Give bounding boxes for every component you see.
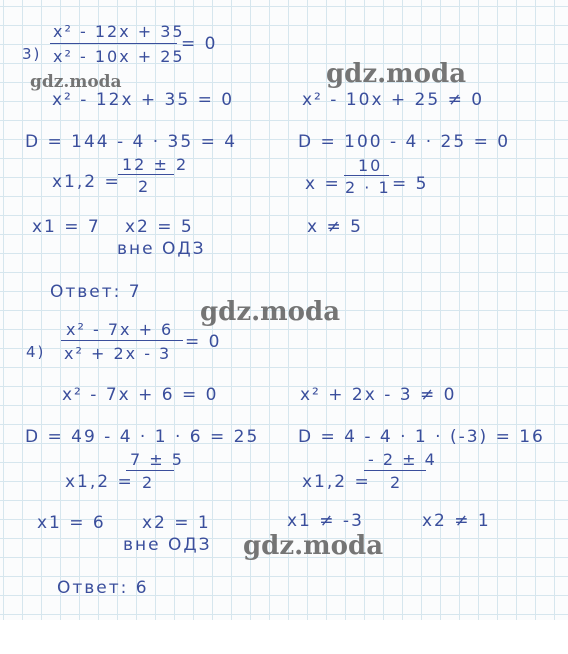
problem-4-fraction-numerator: x² - 7x + 6 (66, 320, 174, 339)
problem-3-roots-denominator: 2 (138, 177, 151, 196)
problem-4-numerator-equation: x² - 7x + 6 = 0 (62, 385, 219, 405)
problem-3-fraction-numerator: x² - 12x + 35 (53, 22, 185, 41)
problem-3-roots-lhs: x1,2 = (52, 172, 121, 192)
problem-3-roots-numerator: 12 ± 2 (122, 155, 189, 174)
problem-4-root-1: x1 = 6 (37, 513, 106, 533)
problem-4-x2-not-equal: x2 ≠ 1 (422, 511, 491, 531)
problem-3-discriminant-right: D = 100 - 4 · 25 = 0 (298, 132, 511, 152)
problem-4-outside-odz: вне ОДЗ (123, 535, 212, 555)
problem-3-x-numerator: 10 (358, 156, 383, 175)
problem-3-discriminant-left: D = 144 - 4 · 35 = 4 (25, 132, 238, 152)
problem-4-roots-bar-right (364, 470, 426, 471)
watermark-logo: gdz.moda (326, 59, 467, 89)
problem-3-x-lhs: x = (305, 174, 341, 194)
problem-3-fraction-denominator: x² - 10x + 25 (53, 47, 185, 66)
problem-3-x-bar (344, 175, 389, 176)
problem-4-roots-numerator-left: 7 ± 5 (130, 450, 184, 469)
problem-4-answer: Ответ: 6 (57, 578, 149, 598)
problem-4-roots-lhs-right: x1,2 = (302, 472, 371, 492)
problem-3-x-denominator: 2 · 1 (345, 178, 391, 197)
problem-4-x1-not-equal: x1 ≠ -3 (287, 511, 364, 531)
problem-4-roots-denominator-left: 2 (142, 473, 155, 492)
problem-3-x-rhs: = 5 (392, 174, 429, 194)
watermark-logo: gdz.moda (200, 297, 341, 327)
problem-4-discriminant-right: D = 4 - 4 · 1 · (-3) = 16 (298, 427, 545, 447)
problem-3-label: 3) (22, 45, 42, 63)
watermark-logo: gdz.moda (243, 531, 384, 561)
problem-3-root-1: x1 = 7 (32, 217, 101, 237)
problem-4-label: 4) (26, 343, 46, 361)
problem-4-roots-numerator-right: - 2 ± 4 (368, 450, 437, 469)
problem-3-roots-bar (118, 174, 174, 175)
problem-3-numerator-equation: x² - 12x + 35 = 0 (52, 90, 235, 110)
problem-4-fraction-bar (61, 340, 183, 341)
problem-3-root-2: x2 = 5 (125, 217, 194, 237)
problem-3-x-not-equal: x ≠ 5 (307, 217, 363, 237)
problem-3-fraction-rhs: = 0 (181, 34, 218, 54)
problem-4-denominator-condition: x² + 2x - 3 ≠ 0 (300, 385, 457, 405)
problem-4-roots-bar-left (126, 470, 174, 471)
watermark-logo: gdz.moda (30, 72, 122, 92)
problem-4-roots-lhs-left: x1,2 = (65, 472, 134, 492)
problem-3-outside-odz: вне ОДЗ (117, 239, 206, 259)
problem-3-denominator-condition: x² - 10x + 25 ≠ 0 (302, 90, 485, 110)
problem-4-discriminant-left: D = 49 - 4 · 1 · 6 = 25 (25, 427, 260, 447)
problem-4-fraction-rhs: = 0 (185, 332, 222, 352)
problem-3-fraction-bar (50, 43, 177, 44)
problem-3-answer: Ответ: 7 (50, 282, 142, 302)
problem-4-fraction-denominator: x² + 2x - 3 (64, 344, 172, 363)
problem-4-roots-denominator-right: 2 (390, 473, 403, 492)
problem-4-root-2: x2 = 1 (142, 513, 211, 533)
